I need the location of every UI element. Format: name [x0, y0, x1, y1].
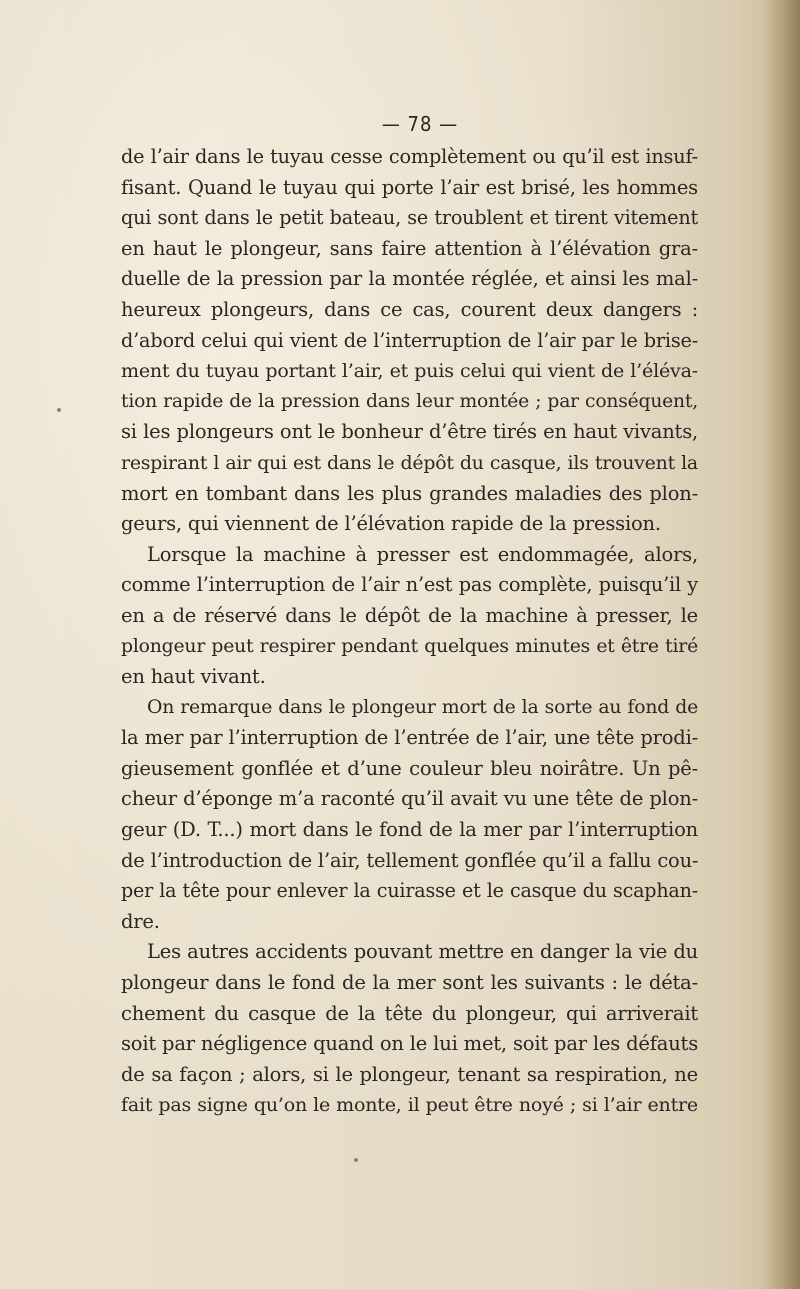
text-line: plongeur peut respirer pendant quelques minutes et être tiré: [121, 635, 698, 657]
paper-speck: [57, 408, 61, 412]
text-line: de l’introduction de l’air, tellement gonflée qu’il a fallu cou-: [121, 848, 699, 872]
page-number: — 78 —: [381, 112, 459, 136]
text-line: fisant. Quand le tuyau qui porte l’air est brisé, les hommes: [121, 175, 698, 199]
text-line: per la tête pour enlever la cuirasse et le casque du scaphan-: [121, 879, 698, 903]
body-text: [121, 142, 698, 1121]
text-line: geurs, qui viennent de l’élévation rapide de la pression.: [121, 512, 661, 536]
text-line: duelle de la pression par la montée réglée, et ainsi les mal-: [121, 267, 698, 291]
text-line: la mer par l’interruption de l’entrée de l’air, une tête prodi-: [121, 726, 698, 750]
text-line: gieusement gonflée et d’une couleur bleu noirâtre. Un pê-: [121, 756, 698, 780]
page-edge-shadow: [762, 0, 800, 1289]
text-line: en haut vivant.: [121, 665, 266, 689]
text-line: Lorsque la machine à presser est endommagée, alors,: [147, 542, 698, 566]
text-line: ment du tuyau portant l’air, et puis celui qui vient de l’éléva-: [121, 360, 698, 383]
text-line: soit par négligence quand on le lui met, soit par les défauts: [121, 1032, 698, 1056]
text-line: cheur d’éponge m’a raconté qu’il avait vu une tête de plon-: [121, 787, 698, 811]
text-line: chement du casque de la tête du plongeur, qui arriverait: [121, 1001, 698, 1025]
text-line: qui sont dans le petit bateau, se troublent et tirent vitement: [121, 206, 698, 230]
text-line: mort en tombant dans les plus grandes maladies des plon-: [121, 481, 698, 505]
text-line: fait pas signe qu’on le monte, il peut être noyé ; si l’air entre: [121, 1094, 698, 1117]
text-line: On remarque dans le plongeur mort de la sorte au fond de: [147, 696, 698, 718]
text-line: respirant l air qui est dans le dépôt du casque, ils trouvent la: [121, 451, 698, 474]
text-line: d’abord celui qui vient de l’interruption de l’air par le brise-: [121, 328, 698, 352]
text-line: de l’air dans le tuyau cesse complètement ou qu’il est insuf-: [121, 145, 698, 168]
text-line: en a de réservé dans le dépôt de la machine à presser, le: [121, 603, 698, 627]
text-line: heureux plongeurs, dans ce cas, courent deux dangers :: [121, 297, 698, 321]
paper-speck: [354, 1158, 358, 1162]
text-line: geur (D. T...) mort dans le fond de la mer par l’interruption: [121, 818, 698, 842]
text-line: Les autres accidents pouvant mettre en danger la vie du: [147, 940, 698, 964]
text-line: de sa façon ; alors, si le plongeur, tenant sa respiration, ne: [121, 1062, 698, 1086]
text-line: tion rapide de la pression dans leur montée ; par conséquent,: [121, 390, 698, 412]
text-line: comme l’interruption de l’air n’est pas complète, puisqu’il y: [121, 573, 698, 597]
text-line: si les plongeurs ont le bonheur d’être tirés en haut vivants,: [121, 420, 698, 444]
text-line: en haut le plongeur, sans faire attention à l’élévation gra-: [121, 236, 698, 260]
text-line: plongeur dans le fond de la mer sont les suivants : le déta-: [121, 971, 698, 995]
text-line: dre.: [121, 909, 160, 933]
